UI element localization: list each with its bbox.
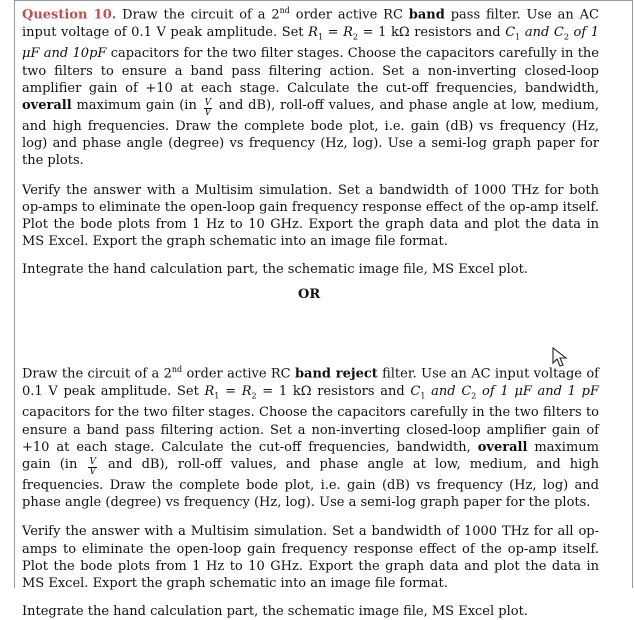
question-10-paragraph-1: Question 10. Draw the circuit of a 2nd order active RC band pass filter. Use an AC input voltage of 0.1 V peak amplitude. Set $R_1 = R_2 = 1$ kΩ resistors and $C_1$ and $C_2$ of 1 μF and 10pF capacitors for the two filter stages. Choose the capacitors carefully in the two filters to ensure a band pass filtering action. Set a non-inverting closed-loop amplifier gain of +10 at each stage. Calculate the cut-off frequencies, bandwidth, overall maximum gain (in $\frac{V}{V}$ and dB), roll-off values, and phase angle at low, medium, and high frequencies. Draw the complete bode plot, i.e. gain (dB) vs frequency (Hz, log) and phase angle (degree) vs frequency (Hz, log). Use a semi-log graph paper for the plots. xyxy=(22,6,600,169)
question-10-paragraph-2: Verify the answer with a Multisim simulation. Set a bandwidth of 1000 THz for both op-amps to eliminate the open-loop gain frequency response effect of the op-amp itself. Plot the bode plots from 1 Hz to 10 GHz. Export the graph data and plot the data in MS Excel. Export the graph schematic into an image file format. xyxy=(22,182,599,250)
band-reject-paragraph-2: Verify the answer with a Multisim simulation. Set a bandwidth of 1000 THz for all op-amps to eliminate the open-loop gain frequency response effect of the op-amp itself. Plot the bode plots from 1 Hz to 10 GHz. Export the graph data and plot the data in MS Excel. Export the graph schematic into an image file format. xyxy=(22,524,599,591)
question-heading: Question 10. xyxy=(22,7,117,23)
question-10-paragraph-3: Integrate the hand calculation part, the schematic image file, MS Excel plot. xyxy=(22,262,528,278)
question-10-band-pass xyxy=(22,2,599,279)
band-reject-paragraph-3: Integrate the hand calculation part, the schematic image file, MS Excel plot. xyxy=(22,604,528,620)
volts-per-volt-fraction: $\frac{V}{V}$ xyxy=(89,456,96,477)
question-10-band-reject xyxy=(22,361,599,620)
or-divider: OR xyxy=(298,287,321,302)
volts-per-volt-fraction: $\frac{V}{V}$ xyxy=(204,97,212,118)
band-reject-paragraph-1: Draw the circuit of a 2nd order active RC band reject filter. Use an AC input voltage of 0.1 V peak amplitude. Set $R_1 = R_2 = 1$ kΩ resistors and $C_1$ and $C_2$ of 1 μF and 1 pF capacitors for the two filter stages. Choose the capacitors carefully in the two filters to ensure a band pass filtering action. Set a non-inverting closed-loop amplifier gain of +10 at each stage. Calculate the cut-off frequencies, bandwidth, overall maximum gain (in $\frac{V}{V}$ and dB), roll-off values, and phase angle at low, medium, and high frequencies. Draw the complete bode plot, i.e. gain (dB) vs frequency (Hz, log) and phase angle (degree) vs frequency (Hz, log). Use a semi-log graph paper for the plots. xyxy=(22,365,599,511)
